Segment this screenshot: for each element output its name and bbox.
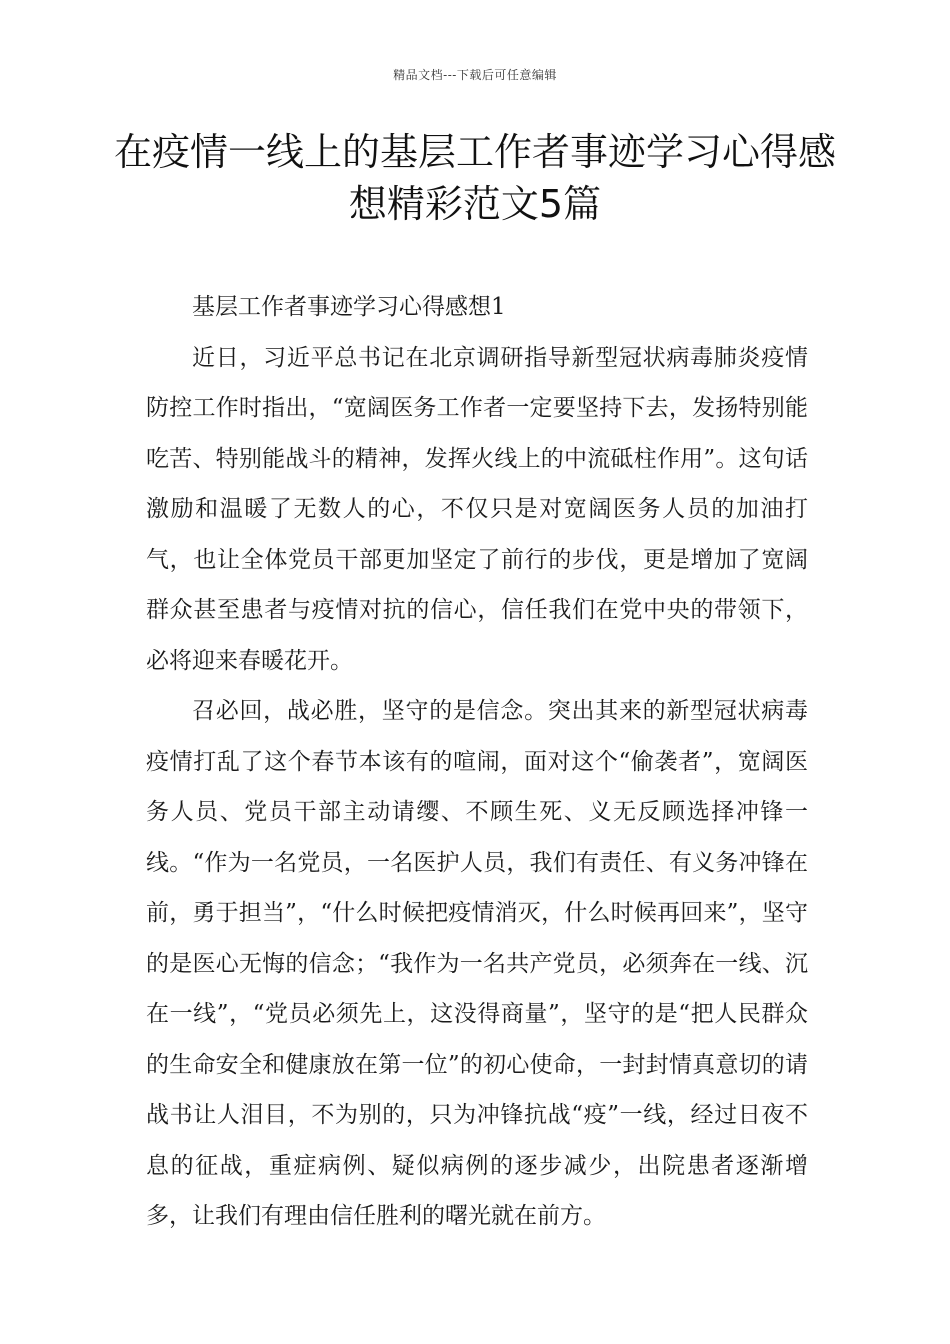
header-note: 精品文档---下载后可任意编辑 xyxy=(393,68,557,82)
document-title: 在疫情一线上的基层工作者事迹学习心得感想精彩范文5篇 xyxy=(113,130,836,226)
document-body xyxy=(146,282,808,1242)
section-heading: 基层工作者事迹学习心得感想1 xyxy=(192,294,506,320)
paragraph-1: 近日，习近平总书记在北京调研指导新型冠状病毒肺炎疫情防控工作时指出，“宽阔医务工作者一定要坚持下去，发扬特别能吃苦、特别能战斗的精神，发挥火线上的中流砥柱作用”。这句话激励和温暖了无数人的心，不仅只是对宽阔医务人员的加油打气，也让全体党员干部更加坚定了前行的步伐，更是增加了宽阔群众甚至患者与疫情对抗的信心，信任我们在党中央的带领下，必将迎来春暖花开。 xyxy=(146,344,808,674)
paragraph-2: 召必回，战必胜，坚守的是信念。突出其来的新型冠状病毒疫情打乱了这个春节本该有的喧闹，面对这个“偷袭者”，宽阔医务人员、党员干部主动请缨、不顾生死、义无反顾选择冲锋一线。“作为一名党员，一名医护人员，我们有责任、有义务冲锋在前，勇于担当”，“什么时候把疫情消灭，什么时候再回来”，坚守的是医心无悔的信念；“我作为一名共产党员，必须奔在一线、沉在一线”，“党员必须先上，这没得商量”，坚守的是“把人民群众的生命安全和健康放在第一位”的初心使命，一封封情真意切的请战书让人泪目，不为别的，只为冲锋抗战“疫”一线，经过日夜不息的征战，重症病例、疑似病例的逐步减少，出院患者逐渐增多，让我们有理由信任胜利的曙光就在前方。 xyxy=(146,698,808,1229)
